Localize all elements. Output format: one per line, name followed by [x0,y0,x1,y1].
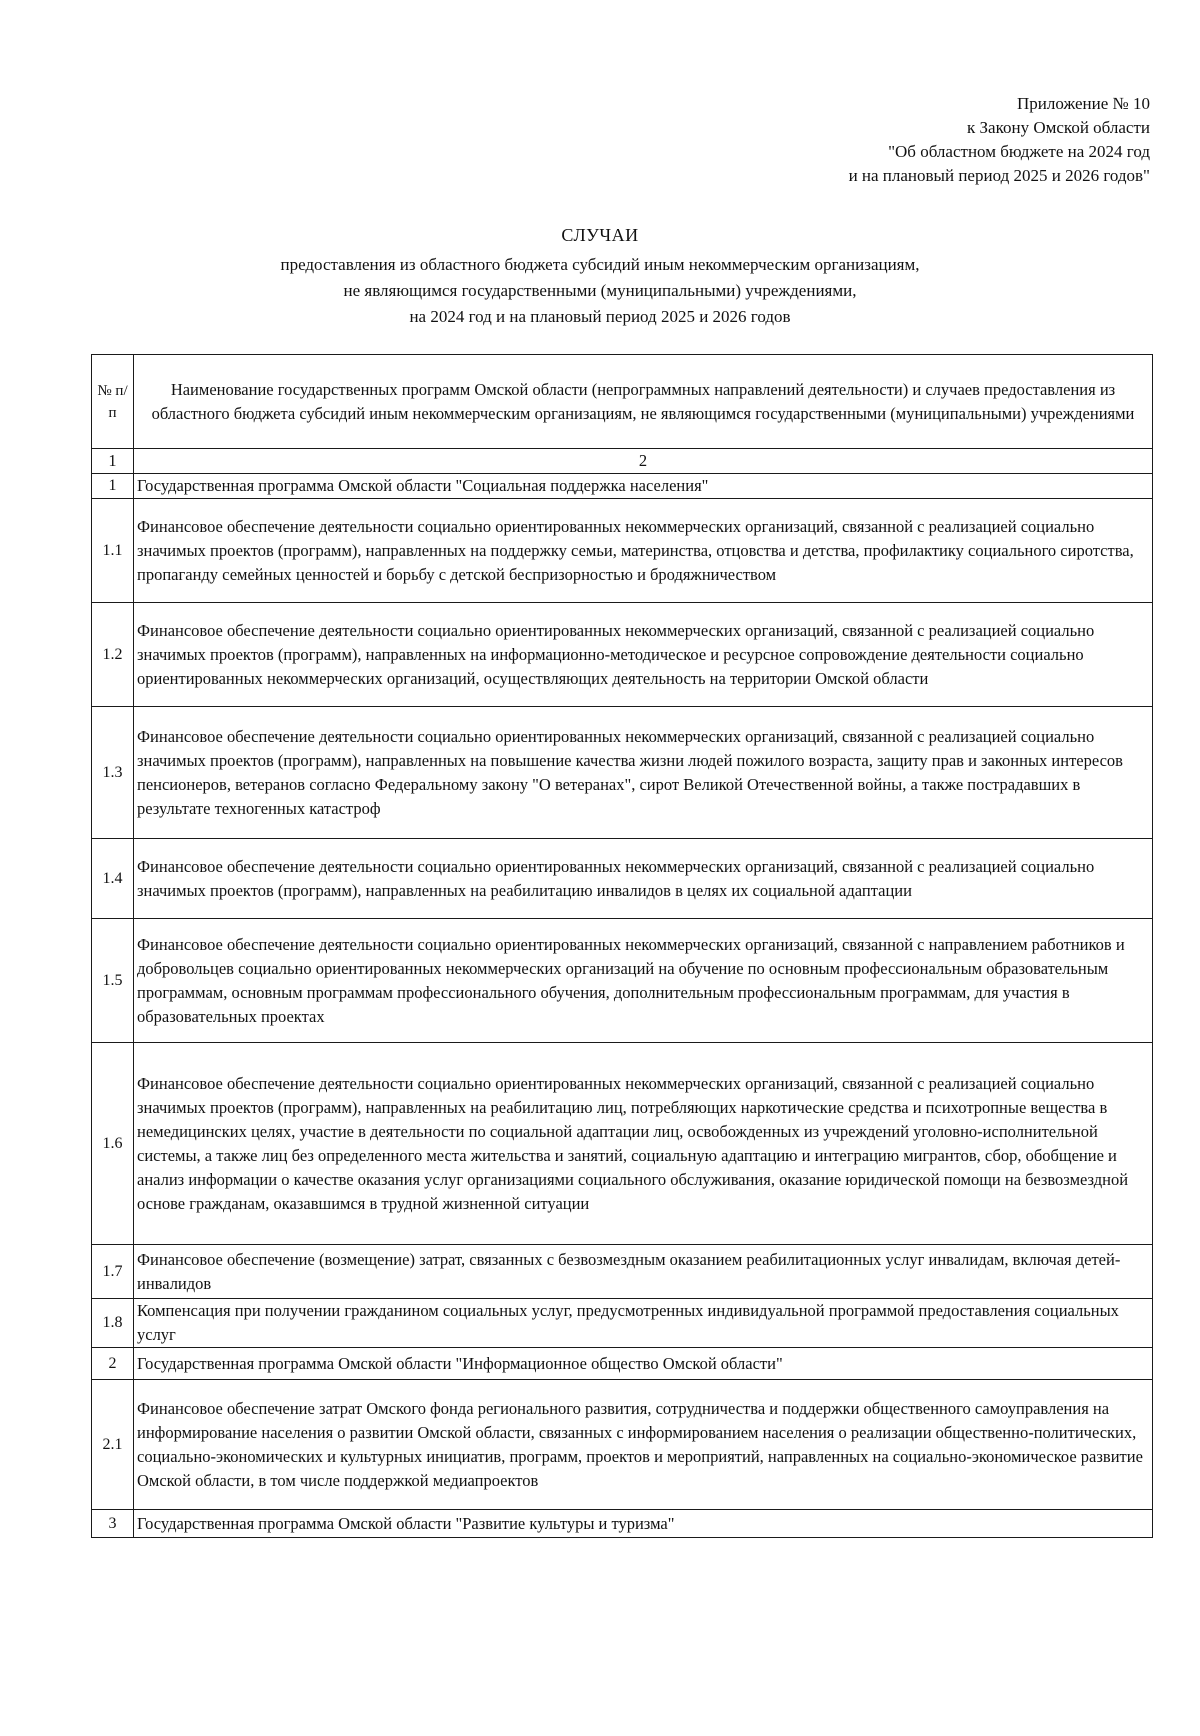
table-index-row [92,449,1153,474]
row-number: 1.5 [92,919,134,1043]
table-header-row [92,355,1153,449]
table-row [92,474,1153,499]
row-text: Финансовое обеспечение деятельности социально ориентированных некоммерческих организаций, связанной с реализацией социально значимых проектов (программ), направленных на реабилитацию лиц, потребляющих наркотические средства и психотропные вещества в немедицинских целях, участие в деятельности по социальной адаптации лиц, освобожденных из учреждений уголовно-исполнительной системы, а также лиц без определенного места жительства и занятий, социальную адаптацию и интеграцию мигрантов, сбор, обобщение и анализ информации о качестве оказания услуг организациями социального обслуживания, оказание юридической помощи на безвозмездной основе гражданам, оказавшимся в трудной жизненной ситуации [134,1043,1153,1245]
appendix-note [849,92,1150,188]
table-row [92,499,1153,603]
header-name: Наименование государственных программ Омской области (непрограммных направлений деятельности) и случаев предоставления из областного бюджета субсидий иным некоммерческим организациям, не являющимся государственными (муниципальными) учреждениями [134,355,1153,449]
appendix-line-3: "Об областном бюджете на 2024 год [888,142,1150,161]
index-col-2: 2 [134,449,1153,474]
header-number: № п/п [92,355,134,449]
table-row [92,919,1153,1043]
row-number: 1.3 [92,707,134,839]
table-row [92,1043,1153,1245]
row-text: Государственная программа Омской области "Информационное общество Омской области" [134,1348,1153,1380]
table-row [92,707,1153,839]
document-subtitle-line-3: на 2024 год и на плановый период 2025 и 2026 годов [409,307,791,326]
table-row [92,1348,1153,1380]
appendix-line-2: к Закону Омской области [967,118,1150,137]
table-row [92,1380,1153,1510]
row-number: 1.4 [92,839,134,919]
row-number: 1.6 [92,1043,134,1245]
row-text: Финансовое обеспечение деятельности социально ориентированных некоммерческих организаций, связанной с реализацией социально значимых проектов (программ), направленных на поддержку семьи, материнства, отцовства и детства, профилактику социального сиротства, пропаганду семейных ценностей и борьбу с детской беспризорностью и бродяжничеством [134,499,1153,603]
row-number: 3 [92,1510,134,1538]
table-row [92,1299,1153,1348]
table-body [92,474,1153,1538]
row-number: 1 [92,474,134,499]
appendix-line-4: и на плановый период 2025 и 2026 годов" [848,166,1150,185]
row-number: 1.8 [92,1299,134,1348]
row-number: 2.1 [92,1380,134,1510]
document-subtitle-line-1: предоставления из областного бюджета субсидий иным некоммерческим организациям, [280,255,920,274]
row-text: Компенсация при получении гражданином социальных услуг, предусмотренных индивидуальной программой предоставления социальных услуг [134,1299,1153,1348]
document-title: СЛУЧАИ [561,225,639,245]
table-row [92,839,1153,919]
row-number: 2 [92,1348,134,1380]
document-subtitle-line-2: не являющимся государственными (муниципальными) учреждениями, [343,281,857,300]
row-text: Государственная программа Омской области "Социальная поддержка населения" [134,474,1153,499]
table-row [92,1245,1153,1299]
document-title-block [0,222,1200,330]
row-number: 1.2 [92,603,134,707]
appendix-line-1: Приложение № 10 [1017,94,1150,113]
row-text: Финансовое обеспечение деятельности социально ориентированных некоммерческих организаций, связанной с направлением работников и добровольцев социально ориентированных некоммерческих организаций на обучение по основным профессиональным образовательным программам, основным программам профессионального обучения, дополнительным профессиональным программам, для участия в образовательных проектах [134,919,1153,1043]
row-number: 1.7 [92,1245,134,1299]
row-text: Финансовое обеспечение деятельности социально ориентированных некоммерческих организаций, связанной с реализацией социально значимых проектов (программ), направленных на реабилитацию инвалидов в целях их социальной адаптации [134,839,1153,919]
row-number: 1.1 [92,499,134,603]
row-text: Государственная программа Омской области "Развитие культуры и туризма" [134,1510,1153,1538]
row-text: Финансовое обеспечение деятельности социально ориентированных некоммерческих организаций, связанной с реализацией социально значимых проектов (программ), направленных на информационно-методическое и ресурсное сопровождение деятельности социально ориентированных некоммерческих организаций, осуществляющих деятельность на территории Омской области [134,603,1153,707]
table-row [92,603,1153,707]
row-text: Финансовое обеспечение (возмещение) затрат, связанных с безвозмездным оказанием реабилитационных услуг инвалидам, включая детей-инвалидов [134,1245,1153,1299]
row-text: Финансовое обеспечение затрат Омского фонда регионального развития, сотрудничества и поддержки общественного самоуправления на информирование населения о развитии Омской области, связанных с информированием населения о реализации общественно-политических, социально-экономических и культурных инициатив, программ, проектов и мероприятий, направленных на социально-экономическое развитие Омской области, в том числе поддержкой медиапроектов [134,1380,1153,1510]
row-text: Финансовое обеспечение деятельности социально ориентированных некоммерческих организаций, связанной с реализацией социально значимых проектов (программ), направленных на повышение качества жизни людей пожилого возраста, защиту прав и законных интересов пенсионеров, ветеранов согласно Федеральному закону "О ветеранах", сирот Великой Отечественной войны, а также пострадавших в результате техногенных катастроф [134,707,1153,839]
index-col-1: 1 [92,449,134,474]
cases-table [91,354,1153,1538]
table-row [92,1510,1153,1538]
